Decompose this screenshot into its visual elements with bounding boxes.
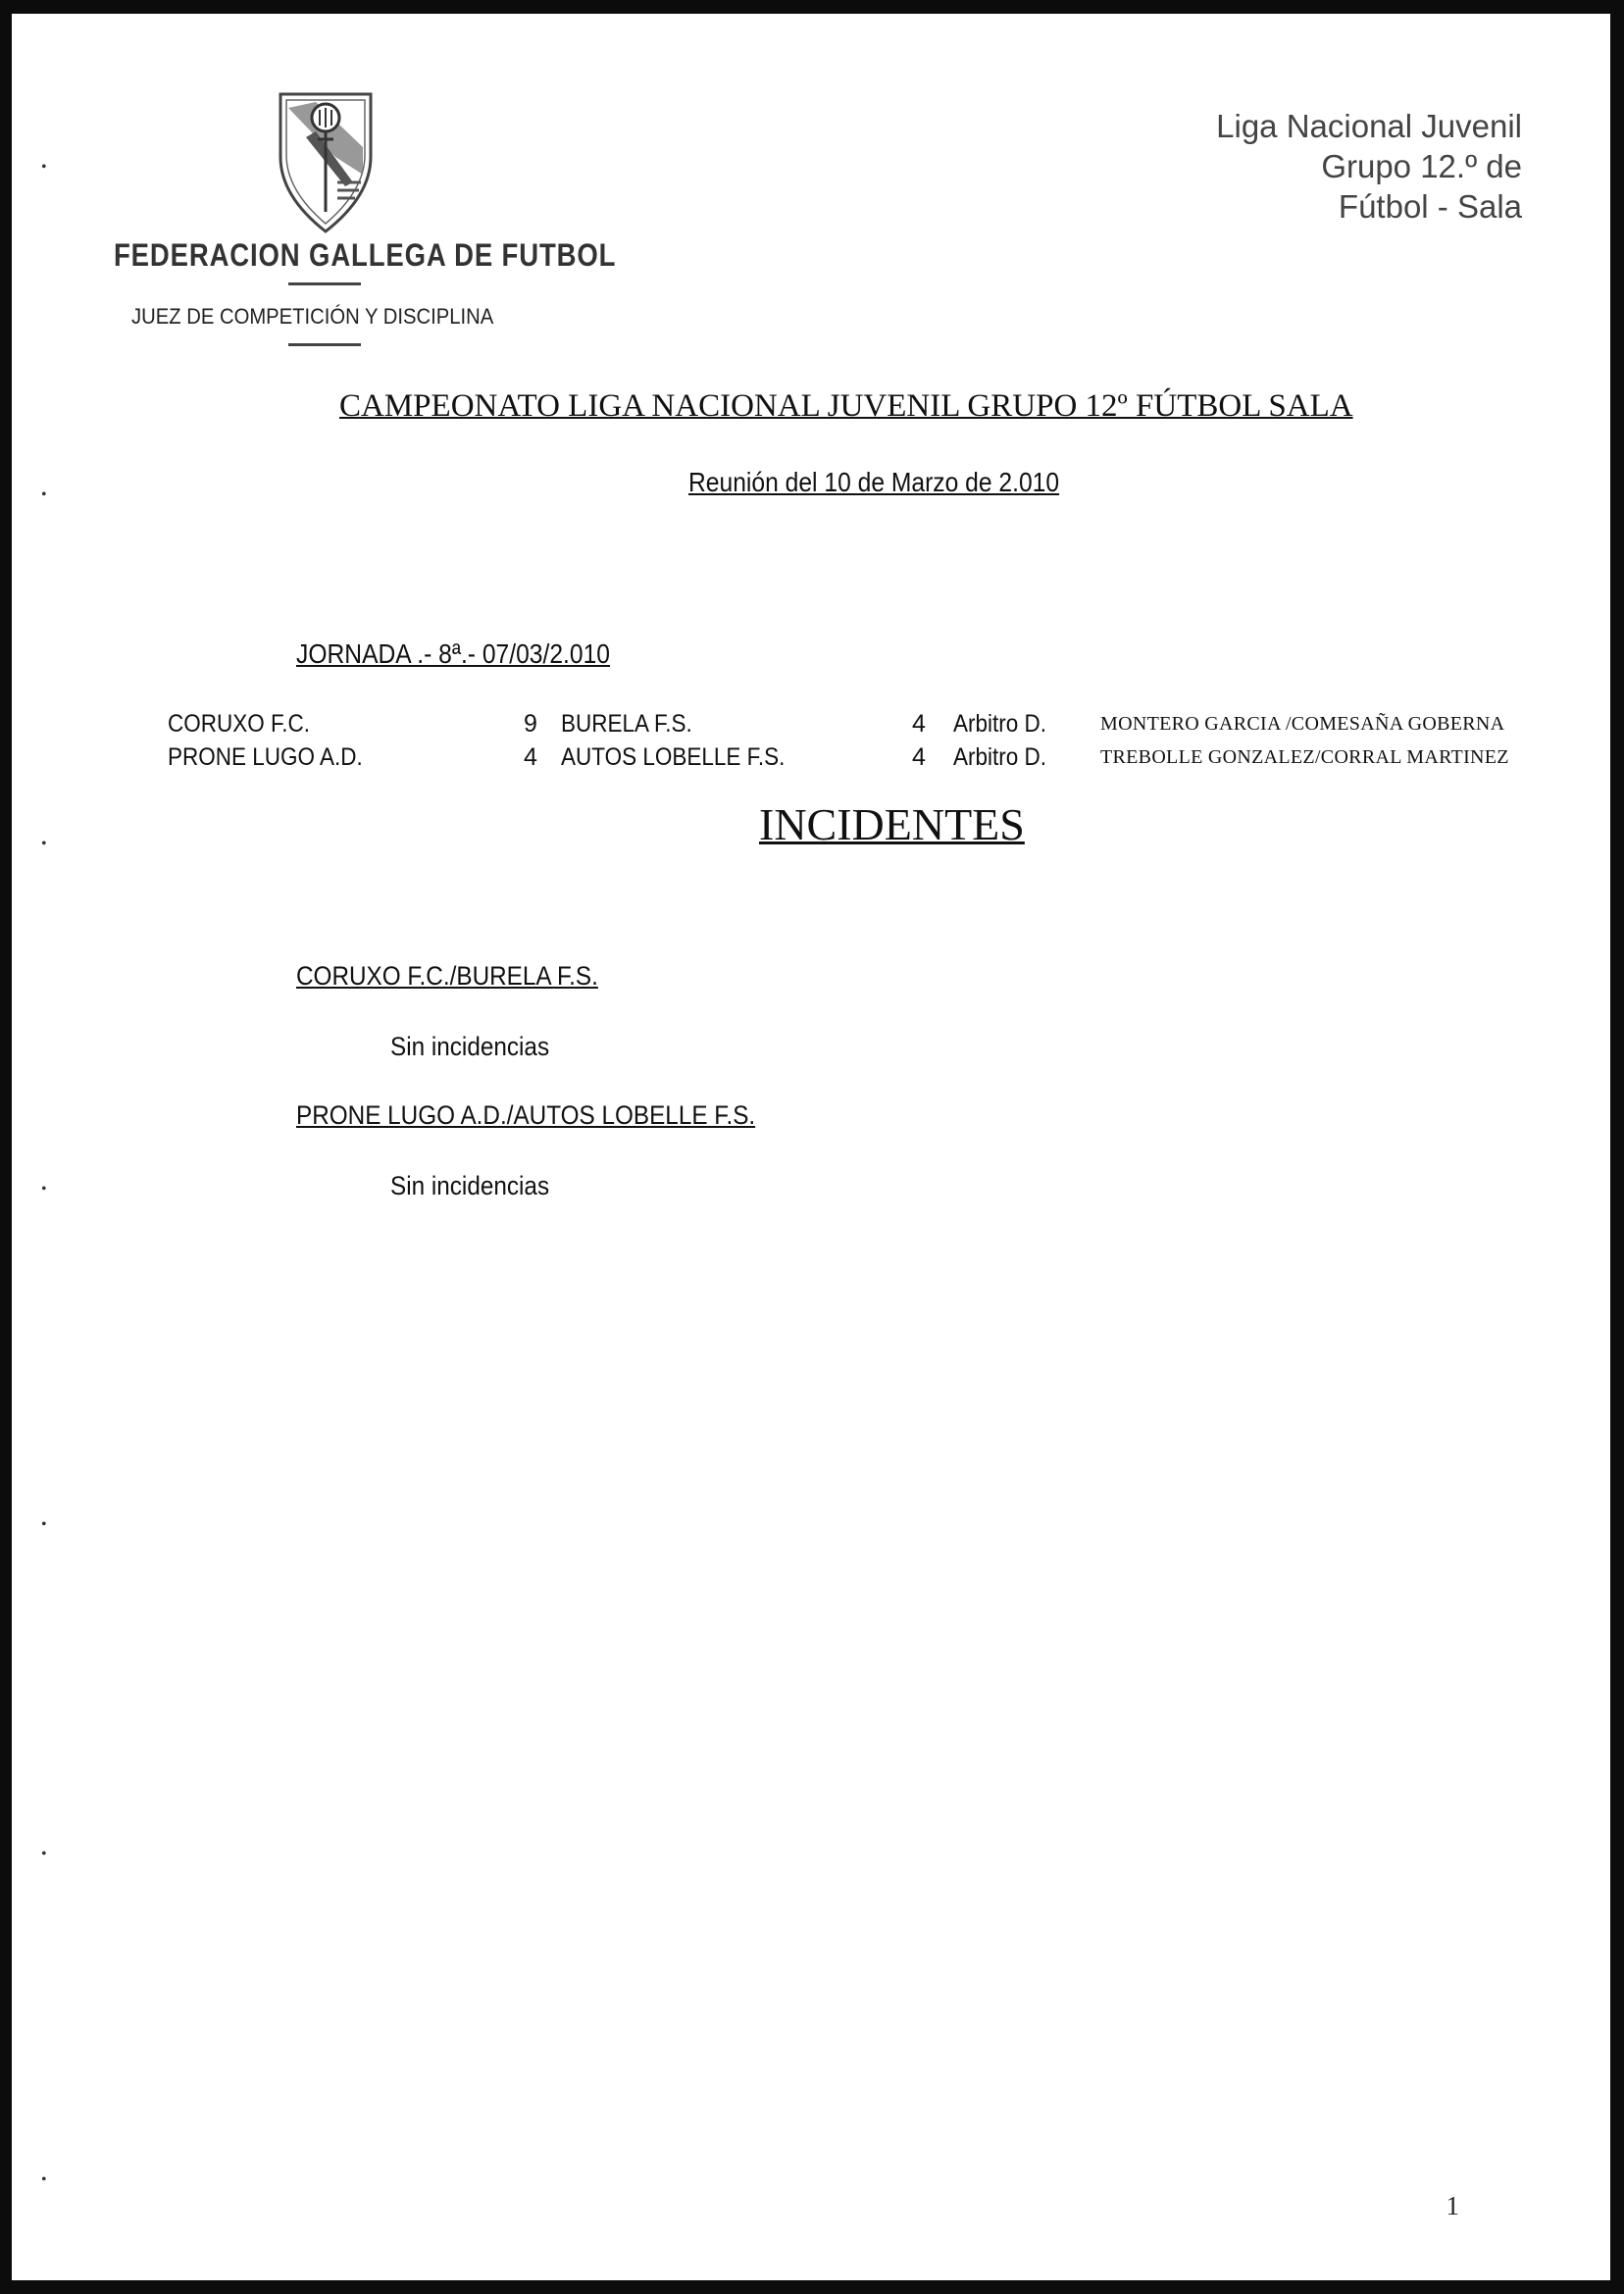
result-home-goals: 4	[524, 743, 537, 771]
committee-name: JUEZ DE COMPETICIÓN Y DISCIPLINA	[131, 304, 494, 329]
federation-crest-logo	[277, 88, 375, 235]
league-line: Liga Nacional Juvenil	[1216, 108, 1522, 144]
incident-match-title: PRONE LUGO A.D./AUTOS LOBELLE F.S.	[296, 1100, 756, 1130]
document-page	[12, 14, 1610, 2280]
league-box	[1216, 106, 1522, 227]
meeting-date: Reunión del 10 de Marzo de 2.010	[688, 467, 1060, 497]
scan-mark: •	[41, 486, 47, 503]
referee-label: Arbitro D.	[953, 743, 1047, 771]
divider	[288, 343, 361, 346]
document-title: CAMPEONATO LIGA NACIONAL JUVENIL GRUPO 12º FÚTBOL SALA	[339, 388, 1353, 424]
federation-name: FEDERACION GALLEGA DE FUTBOL	[114, 237, 617, 273]
scan-mark: •	[41, 1181, 47, 1198]
result-away-team: AUTOS LOBELLE F.S.	[561, 743, 786, 771]
scan-mark: •	[41, 1846, 47, 1862]
scan-mark: •	[41, 159, 47, 176]
result-home-goals: 9	[524, 710, 537, 738]
result-away-team: BURELA F.S.	[561, 710, 692, 738]
divider	[288, 282, 361, 285]
scan-mark: •	[41, 836, 47, 852]
referee-names: MONTERO GARCIA /COMESAÑA GOBERNA	[1100, 713, 1505, 735]
incident-text: Sin incidencias	[390, 1171, 550, 1200]
incidents-heading: INCIDENTES	[759, 799, 1025, 849]
incident-match-title: CORUXO F.C./BURELA F.S.	[296, 961, 598, 991]
scan-mark: •	[41, 2171, 47, 2188]
league-line: Grupo 12.º de	[1321, 148, 1522, 184]
result-away-goals: 4	[912, 710, 926, 738]
referee-names: TREBOLLE GONZALEZ/CORRAL MARTINEZ	[1100, 746, 1509, 768]
result-away-goals: 4	[912, 743, 926, 771]
incident-text: Sin incidencias	[390, 1032, 550, 1061]
page-number: 1	[1446, 2191, 1459, 2220]
result-home-team: PRONE LUGO A.D.	[168, 743, 363, 771]
jornada-heading: JORNADA .- 8ª.- 07/03/2.010	[296, 638, 611, 669]
result-home-team: CORUXO F.C.	[168, 710, 311, 738]
referee-label: Arbitro D.	[953, 710, 1047, 738]
league-line: Fútbol - Sala	[1338, 188, 1522, 225]
scan-mark: •	[41, 1516, 47, 1533]
